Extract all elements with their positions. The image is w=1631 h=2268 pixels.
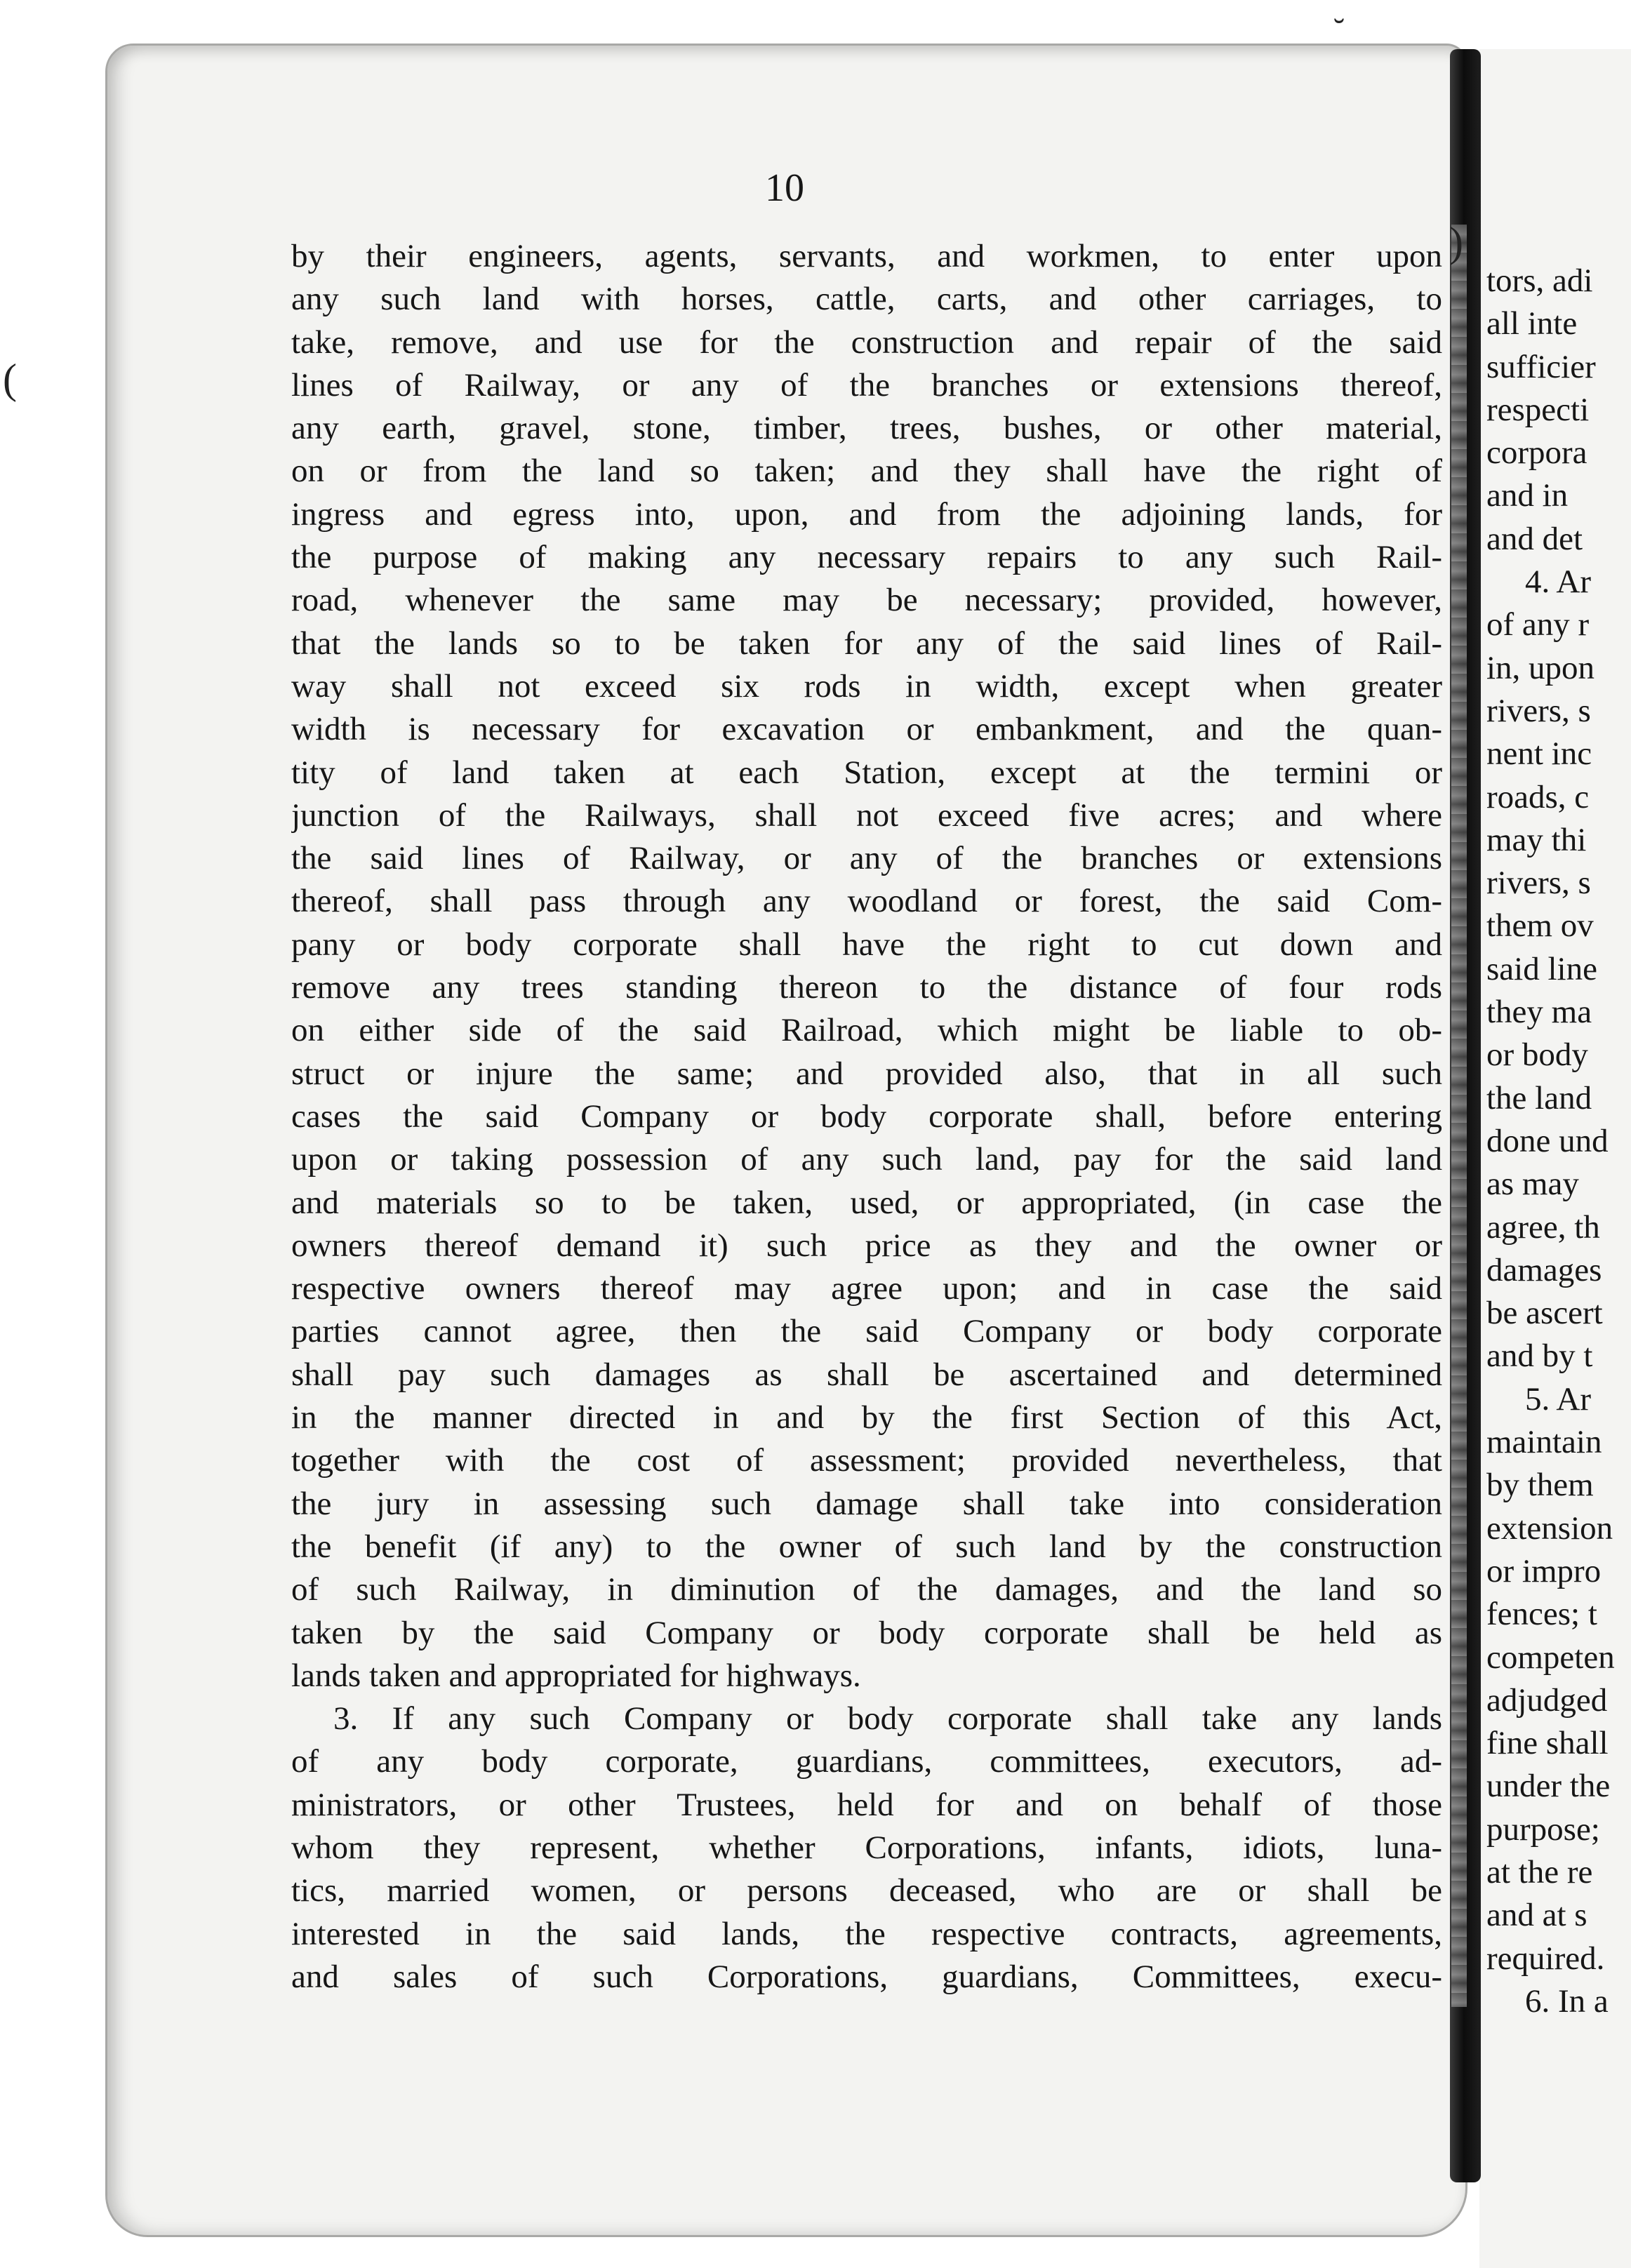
text-line: interested in the said lands, the respective contracts, agreements, — [291, 1915, 1442, 1952]
text-line: and sales of such Corporations, guardians, Committees, execu- — [291, 1958, 1442, 1995]
page-number: 10 — [765, 166, 804, 210]
scan-speck: ) — [1449, 219, 1463, 265]
gutter-page-edges — [1451, 225, 1467, 2007]
text-line: tity of land taken at each Station, except at the termini or — [291, 754, 1442, 791]
text-line: on or from the land so taken; and they shall have the right of — [291, 453, 1442, 490]
text-line: the said lines of Railway, or any of the branches or extensions — [291, 840, 1442, 877]
text-line: road, whenever the same may be necessary; provided, however, — [291, 582, 1442, 619]
text-line: by their engineers, agents, servants, and workmen, to enter upon — [291, 238, 1442, 274]
text-line: any such land with horses, cattle, carts, and other carriages, to — [291, 281, 1442, 318]
text-line: on either side of the said Railroad, which might be liable to ob- — [291, 1012, 1442, 1049]
fragment-line: fine shall — [1486, 1725, 1609, 1762]
fragment-line: and in — [1486, 477, 1569, 514]
fragment-line: under the — [1486, 1768, 1611, 1805]
text-line: thereof, shall pass through any woodland or forest, the said Com- — [291, 883, 1442, 920]
text-line: the jury in assessing such damage shall take into consideration — [291, 1485, 1442, 1522]
fragment-line: extension — [1486, 1509, 1613, 1547]
fragment-line: or impro — [1486, 1552, 1602, 1589]
fragment-line: tors, adi — [1486, 262, 1593, 299]
text-line: ministrators, or other Trustees, held for and on behalf of those — [291, 1786, 1442, 1823]
text-line: cases the said Company or body corporate shall, before entering — [291, 1098, 1442, 1135]
fragment-line: adjudged — [1486, 1681, 1608, 1719]
fragment-line: said line — [1486, 950, 1597, 987]
text-line: taken by the said Company or body corporate shall be held as — [291, 1614, 1442, 1651]
fragment-line: of any r — [1486, 606, 1590, 643]
fragment-line: fences; t — [1486, 1596, 1597, 1633]
text-line: respective owners thereof may agree upon; and in case the said — [291, 1270, 1442, 1307]
fragment-line: and at s — [1486, 1897, 1587, 1934]
fragment-line: as may — [1486, 1166, 1579, 1203]
paragraph-end-line: lands taken and appropriated for highways. — [291, 1657, 861, 1694]
fragment-line: in, upon — [1486, 649, 1595, 686]
fragment-line: may thi — [1486, 821, 1587, 858]
right-column-fragment-text — [1486, 260, 1631, 2023]
fragment-line: and det — [1486, 520, 1583, 557]
text-line: in the manner directed in and by the first Section of this Act, — [291, 1399, 1442, 1436]
text-line: tics, married women, or persons deceased, who are or shall be — [291, 1872, 1442, 1909]
text-line: ingress and egress into, upon, and from the adjoining lands, for — [291, 495, 1442, 533]
fragment-line: and by t — [1486, 1338, 1593, 1375]
fragment-line: be ascert — [1486, 1295, 1603, 1332]
fragment-line: they ma — [1486, 994, 1592, 1031]
text-line: whom they represent, whether Corporations, infants, idiots, luna- — [291, 1829, 1442, 1866]
text-line: upon or taking possession of any such land, pay for the said land — [291, 1141, 1442, 1178]
scan-speck: ( — [3, 356, 17, 402]
text-line: any earth, gravel, stone, timber, trees, bushes, or other material, — [291, 410, 1442, 447]
text-line: take, remove, and use for the construction and repair of the said — [291, 323, 1442, 361]
fragment-line: the land — [1486, 1079, 1592, 1116]
fragment-line: done und — [1486, 1122, 1609, 1159]
fragment-line: damages — [1486, 1251, 1602, 1288]
text-line: together with the cost of assessment; provided nevertheless, that — [291, 1442, 1442, 1479]
fragment-line: required. — [1486, 1940, 1605, 1977]
fragment-line: competen — [1486, 1639, 1615, 1676]
text-line: parties cannot agree, then the said Company or body corporate — [291, 1313, 1442, 1350]
fragment-line: rivers, s — [1486, 692, 1591, 729]
fragment-line: roads, c — [1486, 778, 1590, 815]
text-line: remove any trees standing thereon to the distance of four rods — [291, 969, 1442, 1006]
text-line: lines of Railway, or any of the branches or extensions thereof, — [291, 366, 1442, 403]
text-line: of any body corporate, guardians, committees, executors, ad- — [291, 1743, 1442, 1780]
scan-speck: ˘ — [1333, 12, 1345, 49]
text-line: owners thereof demand it) such price as they and the owner or — [291, 1227, 1442, 1264]
fragment-line: at the re — [1486, 1853, 1593, 1890]
fragment-line: them ov — [1486, 907, 1594, 945]
text-line: that the lands so to be taken for any of the said lines of Rail- — [291, 625, 1442, 662]
fragment-line: all inte — [1486, 305, 1578, 342]
left-column-text — [291, 235, 1442, 1999]
text-line: way shall not exceed six rods in width, except when greater — [291, 667, 1442, 705]
fragment-line: agree, th — [1486, 1208, 1600, 1246]
text-line: shall pay such damages as shall be ascertained and determined — [291, 1356, 1442, 1393]
text-line: the purpose of making any necessary repairs to any such Rail- — [291, 539, 1442, 576]
section-3-start-line: 3. If any such Company or body corporate shall take any lands — [333, 1700, 1442, 1737]
text-line: junction of the Railways, shall not exceed five acres; and where — [291, 796, 1442, 834]
fragment-line: by them — [1486, 1467, 1594, 1504]
text-line: width is necessary for excavation or embankment, and the quan- — [291, 711, 1442, 748]
fragment-line: 5. Ar — [1525, 1380, 1591, 1418]
fragment-line: rivers, s — [1486, 865, 1591, 902]
fragment-line: sufficier — [1486, 348, 1596, 385]
fragment-line: maintain — [1486, 1424, 1602, 1461]
text-line: pany or body corporate shall have the right to cut down and — [291, 926, 1442, 963]
fragment-line: respecti — [1486, 391, 1590, 428]
fragment-line: purpose; — [1486, 1810, 1600, 1848]
fragment-line: nent inc — [1486, 735, 1592, 773]
text-line: the benefit (if any) to the owner of such land by the construction — [291, 1528, 1442, 1565]
fragment-line: or body — [1486, 1036, 1588, 1074]
text-line: of such Railway, in diminution of the damages, and the land so — [291, 1571, 1442, 1608]
fragment-line: 6. In a — [1525, 1982, 1609, 2020]
fragment-line: corpora — [1486, 434, 1587, 472]
text-line: and materials so to be taken, used, or appropriated, (in case the — [291, 1184, 1442, 1221]
fragment-line: 4. Ar — [1525, 563, 1591, 601]
text-line: struct or injure the same; and provided also, that in all such — [291, 1055, 1442, 1092]
